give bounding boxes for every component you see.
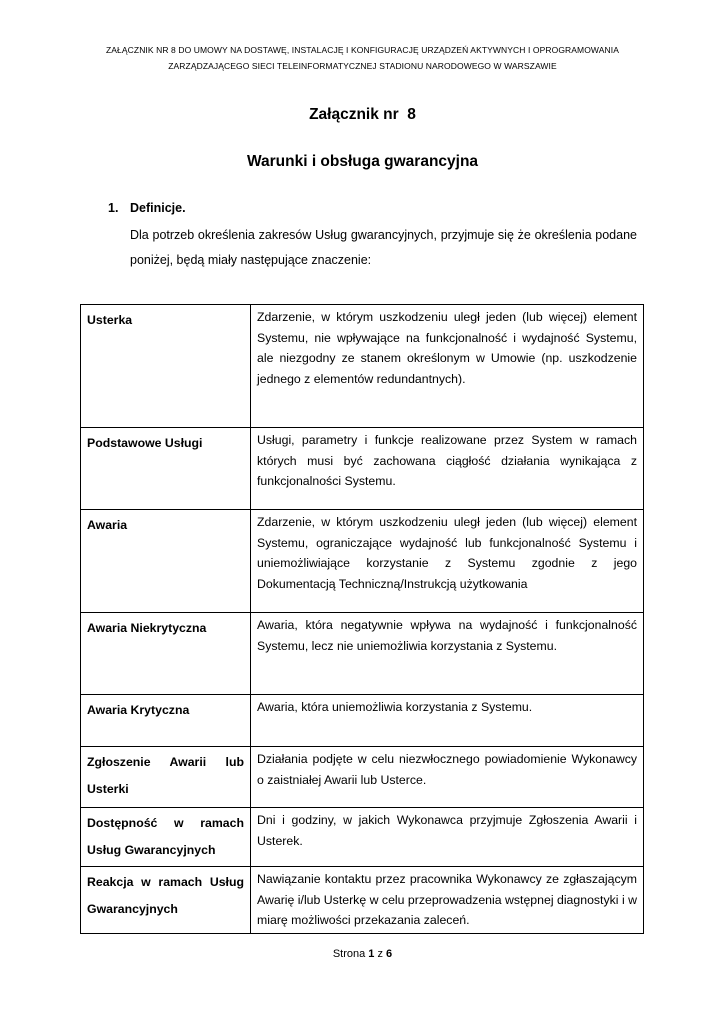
definition-description: Awaria, która negatywnie wpływa na wydajność i funkcjonalność Systemu, lecz nie uniemożliwia korzystania z Systemu. [251, 613, 644, 695]
section-title: Definicje. [130, 201, 186, 215]
definition-description: Zdarzenie, w którym uszkodzeniu uległ jeden (lub więcej) element Systemu, nie wpływające na funkcjonalność i wydajność Systemu, ale niezgodny ze stanem określonym w Umowie (np. uszkodzenie jednego z elementów redundantnych). [251, 305, 644, 428]
attachment-title: Załącznik nr 8 [309, 106, 416, 123]
definition-description: Nawiązanie kontaktu przez pracownika Wykonawcy ze zgłaszającym Awarię i/lub Usterkę w celu przeprowadzenia wstępnej diagnostyki i w miarę możliwości przekazania zaleceń. [251, 867, 644, 934]
definition-term: Reakcja w ramach Usług Gwarancyjnych [81, 867, 251, 934]
table-row [81, 867, 644, 934]
definition-term: Dostępność w ramach Usług Gwarancyjnych [81, 808, 251, 867]
page-label: Strona [332, 948, 366, 960]
table-row [81, 510, 644, 613]
definition-description: Usługi, parametry i funkcje realizowane przez System w ramach których musi być zachowana ciągłość działania wynikająca z funkcjonalności Systemu. [251, 428, 644, 510]
definition-description: Dni i godziny, w jakich Wykonawca przyjmuje Zgłoszenia Awarii i Usterek. [251, 808, 644, 867]
definition-term: Usterka [81, 305, 251, 428]
current-page-number: 1 [368, 948, 375, 960]
definitions-table [80, 304, 644, 934]
table-row [81, 695, 644, 747]
definition-description: Działania podjęte w celu niezwłocznego powiadomienie Wykonawcy o zaistniałej Awarii lub Usterce. [251, 747, 644, 808]
table-row [81, 305, 644, 428]
table-row [81, 613, 644, 695]
header-line-2: ZARZĄDZAJĄCEGO SIECI TELEINFORMATYCZNEJ STADIONU NARODOWEGO W WARSZAWIE [168, 61, 557, 71]
document-subtitle: Warunki i obsługa gwarancyjna [246, 153, 479, 170]
page-footer [0, 948, 725, 960]
table-row [81, 428, 644, 510]
definition-term: Awaria Krytyczna [81, 695, 251, 747]
definition-description: Zdarzenie, w którym uszkodzeniu uległ jeden (lub więcej) element Systemu, ograniczające wydajność lub funkcjonalność Systemu i uniemożliwiające korzystanie z Systemu zgodnie z jego Dokumentacją Techniczną/Instrukcją użytkowania [251, 510, 644, 613]
section-heading [108, 201, 186, 215]
page-separator: z [377, 948, 383, 960]
table-row [81, 808, 644, 867]
table-row [81, 747, 644, 808]
total-pages-number: 6 [386, 948, 393, 960]
intro-paragraph: Dla potrzeb określenia zakresów Usług gwarancyjnych, przyjmuje się że określenia podane poniżej, będą miały następujące znaczenie: [130, 228, 637, 267]
section-number: 1. [108, 201, 119, 215]
header-line-1: ZAŁĄCZNIK NR 8 DO UMOWY NA DOSTAWĘ, INSTALACJĘ I KONFIGURACJĘ URZĄDZEŃ AKTYWNYCH I OPROGRAMOWANIA [106, 45, 619, 55]
definition-term: Awaria Niekrytyczna [81, 613, 251, 695]
definition-description: Awaria, która uniemożliwia korzystania z Systemu. [251, 695, 644, 747]
definition-term: Awaria [81, 510, 251, 613]
definition-term: Podstawowe Usługi [81, 428, 251, 510]
definition-term: Zgłoszenie Awarii lub Usterki [81, 747, 251, 808]
document-header [60, 42, 665, 74]
